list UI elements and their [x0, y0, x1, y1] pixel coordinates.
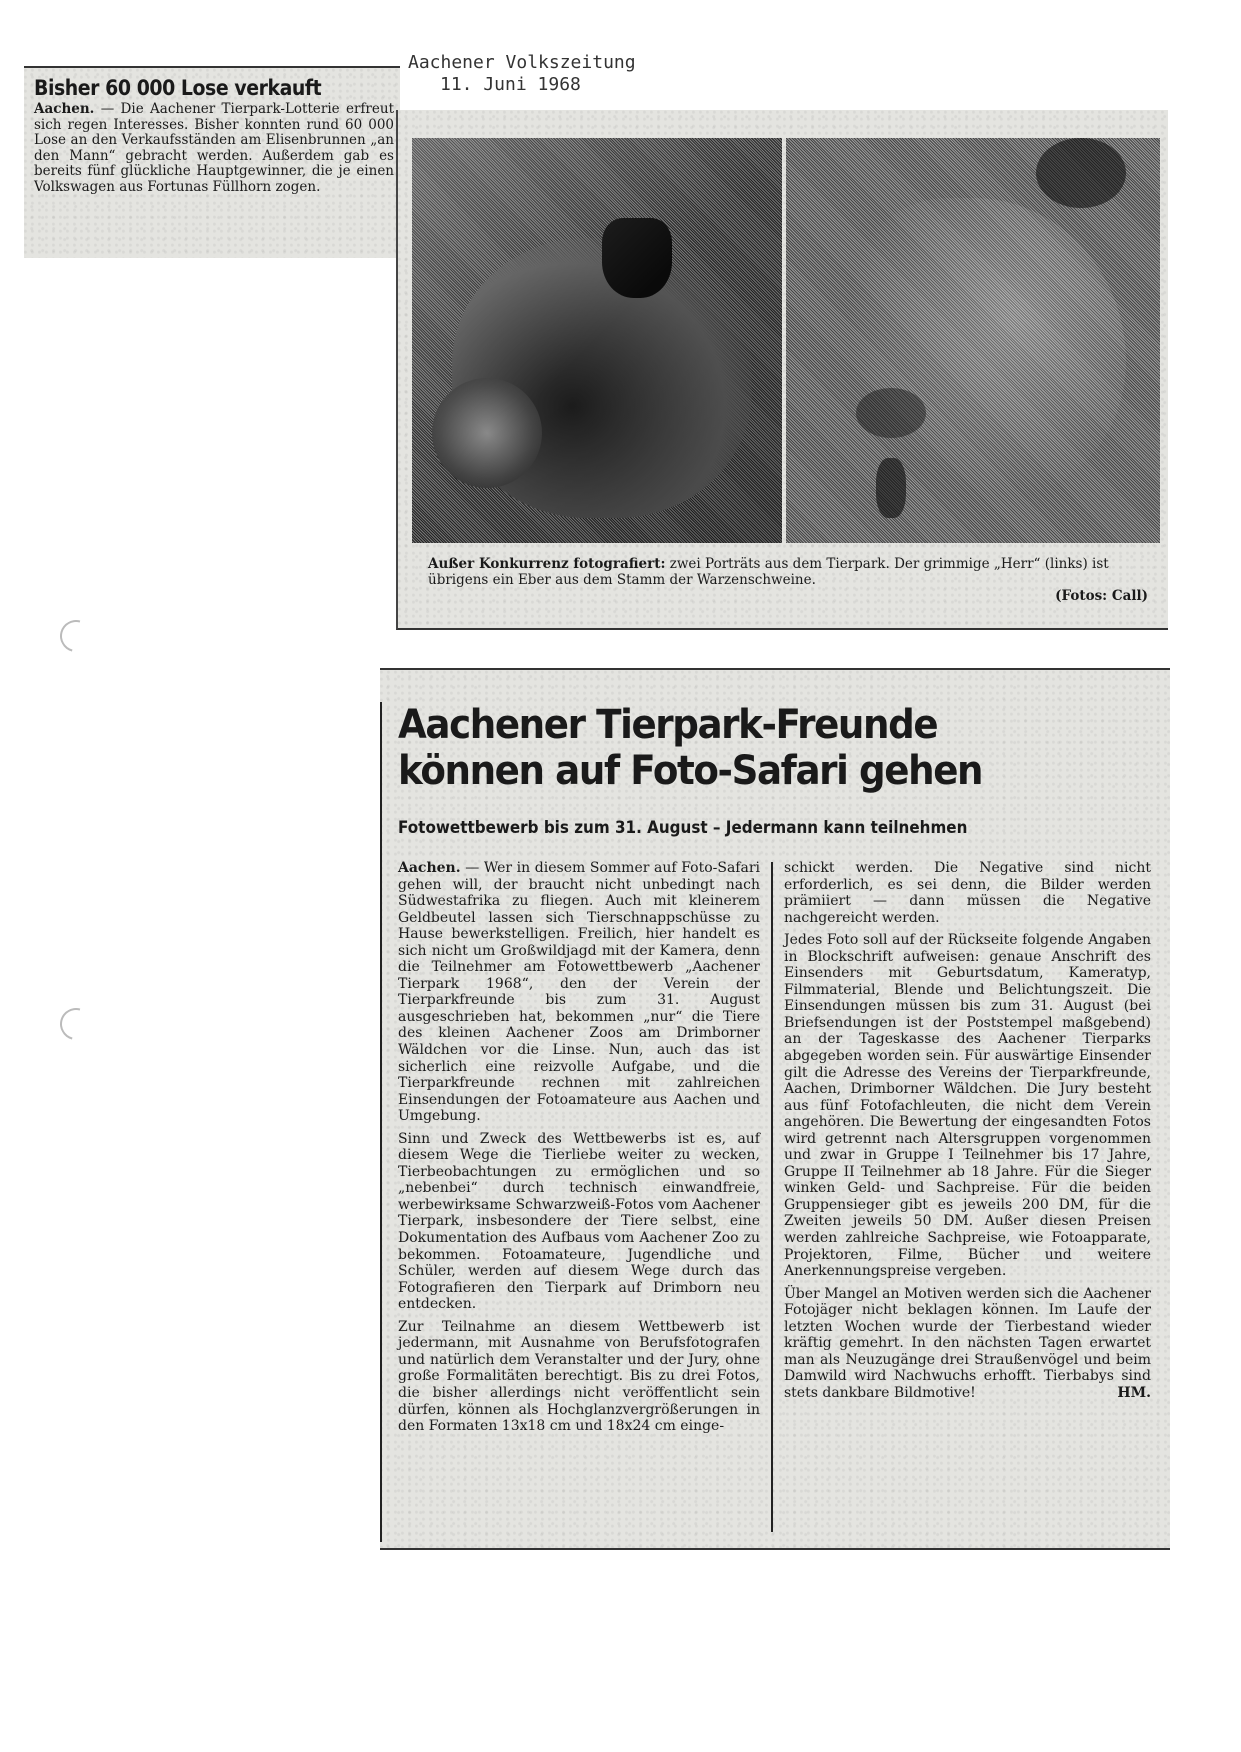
hole-punch-mark: [54, 614, 98, 658]
animal-portrait-photo: [786, 138, 1160, 543]
caption-text: zwei Porträts aus dem Tierpark. Der grimmige „Herr“ (links) ist übrigens ein Eber aus dem Stamm der Warzenschweine.: [428, 556, 1109, 588]
paragraph-text: Zur Teilnahme an diesem Wettbewerb ist jedermann, mit Ausnahme von Berufsfotografen und natürlich dem Veranstalter und der Jury, ohne große Formalitäten berechtigt. Bis zu drei Fotos, die bisher allerdings nicht veröffentlicht sein dürfen, können als Hochglanzvergrößerungen in den Formaten 13x18 cm und 18x24 cm einge-: [398, 1318, 760, 1435]
photo-caption: [428, 556, 1148, 588]
article-paragraph: Sinn und Zweck des Wettbewerbs ist es, auf diesem Wege die Tierliebe weiter zu wecken, Tierbeobachtungen zu ermöglichen und so „nebenbei“ durch technisch einwandfreie, werbewirksame Schwarzweiß-Fotos vom Aachener Tierpark, insbesondere der Tiere selbst, eine Dokumentation des Aufbaus vom Aachener Zoo zu bekommen. Fotoamateure, Jugendliche und Schüler, werden auf diesem Wege durch das Fotografieren den Tierpark auf Drimborn neu entdecken.: [398, 1130, 760, 1313]
article-subheadline: Fotowettbewerb bis zum 31. August – Jedermann kann teilnehmen: [398, 818, 968, 837]
article-column-2: [784, 860, 1151, 1408]
lottery-headline: Bisher 60 000 Lose verkauft: [34, 76, 322, 100]
main-article: [380, 668, 1170, 1550]
lottery-dateline: Aachen.: [34, 101, 95, 117]
publication-date: 11. Juni 1968: [440, 74, 581, 95]
lottery-clipping: [24, 66, 400, 258]
article-column-1: [398, 860, 760, 1441]
paragraph-text: — Wer in diesem Sommer auf Foto-Safari gehen will, der braucht nicht unbedingt nach Südwestafrika zu fliegen. Auch mit kleinerem Geldbeutel lassen sich Tierschnappschüsse zu Hause bewerkstelligen. Freilich, hier handelt es sich nicht um Großwildjagd mit der Kamera, denn die Teilnehmer am Fotowettbewerb „Aachener Tierpark 1968“, den der Verein der Tierparkfreunde bis zum 31. August ausgeschrieben hat, bekommen „nur“ die Tiere des kleinen Aachener Zoos am Drimborner Wäldchen vor die Linse. Nun, auch das ist sicherlich eine reizvolle Aufgabe, und die Tierparkfreunde rechnen mit zahlreichen Einsendungen der Fotoamateure aus Aachen und Umgebung.: [398, 860, 760, 1125]
headline-line-1: Aachener Tierpark-Freunde: [398, 702, 938, 748]
article-paragraph: [398, 860, 760, 1125]
lottery-body: [34, 102, 394, 195]
column-rule: [380, 702, 382, 1542]
source-note: [408, 52, 636, 96]
column-rule: [771, 862, 773, 1532]
photo-clipping: [396, 110, 1168, 630]
article-dateline: Aachen.: [398, 860, 461, 876]
hole-punch-mark: [54, 1002, 98, 1046]
author-signature: HM.: [1117, 1384, 1151, 1401]
article-paragraph: [784, 860, 1151, 926]
article-paragraph: Jedes Foto soll auf der Rückseite folgende Angaben in Blockschrift aufweisen: genaue Anschrift des Einsenders mit Geburtsdatum, Kameratyp, Filmmaterial, Blende und Belichtungszeit. Die Einsendungen müssen bis zum 31. August (bei Briefsendungen ist der Poststempel maßgebend) an der Tageskasse des Aachener Tierparks abgegeben worden sein. Für auswärtige Einsender gilt die Adresse des Vereins der Tierparkfreunde, Aachen, Drimborner Wäldchen. Die Jury besteht aus fünf Fotofachleuten, die nicht dem Verein angehören. Die Bewertung der eingesandten Fotos wird getrennt nach Altersgruppen vorgenommen und zwar in Gruppe I Teilnehmer bis 17 Jahre, Gruppe II Teilnehmer ab 18 Jahre. Für die Sieger winken Geld- und Sachpreise. Für die beiden Gruppensieger gibt es jeweils 200 DM, für die Zweiten jeweils 50 DM. Außer diesen Preisen werden zahlreiche Sachpreise, wie Fotoapparate, Projektoren, Filme, Bücher und weitere Anerkennungspreise vergeben.: [784, 932, 1151, 1280]
paragraph-text: schickt werden. Die Negative sind nicht erforderlich, es sei denn, die Bilder werden prämiiert — dann müssen die Negative nachgereicht werden.: [784, 860, 1151, 926]
photo-credit: (Fotos: Call): [1055, 588, 1148, 604]
article-paragraph: [398, 1319, 760, 1435]
paragraph-text: Über Mangel an Motiven werden sich die Aachener Fotojäger nicht beklagen können. Im Laufe der letzten Wochen wurde der Tierbestand wieder kräftig gemehrt. In den nächsten Tagen erwartet man als Neuzugänge drei Straußenvögel und beim Damwild wird Nachwuchs erhofft. Tierbabys sind stets dankbare Bildmotive!: [784, 1285, 1151, 1401]
caption-lead: Außer Konkurrenz fotografiert:: [428, 556, 666, 572]
headline-line-2: können auf Foto-Safari gehen: [398, 748, 983, 794]
article-paragraph: [784, 1286, 1151, 1402]
boar-photo: [412, 138, 782, 543]
article-headline: [398, 702, 982, 794]
lottery-text: — Die Aachener Tierpark-Lotterie erfreut sich regen Interesses. Bisher konnten rund 60 000 Lose an den Verkaufsständen am Elisenbrunnen „an den Mann“ gebracht werden. Außerdem gab es bereits fünf glückliche Hauptgewinner, die je einen Volkswagen aus Fortunas Füllhorn zogen.: [34, 101, 394, 195]
publication-name: Aachener Volkszeitung: [408, 52, 636, 73]
